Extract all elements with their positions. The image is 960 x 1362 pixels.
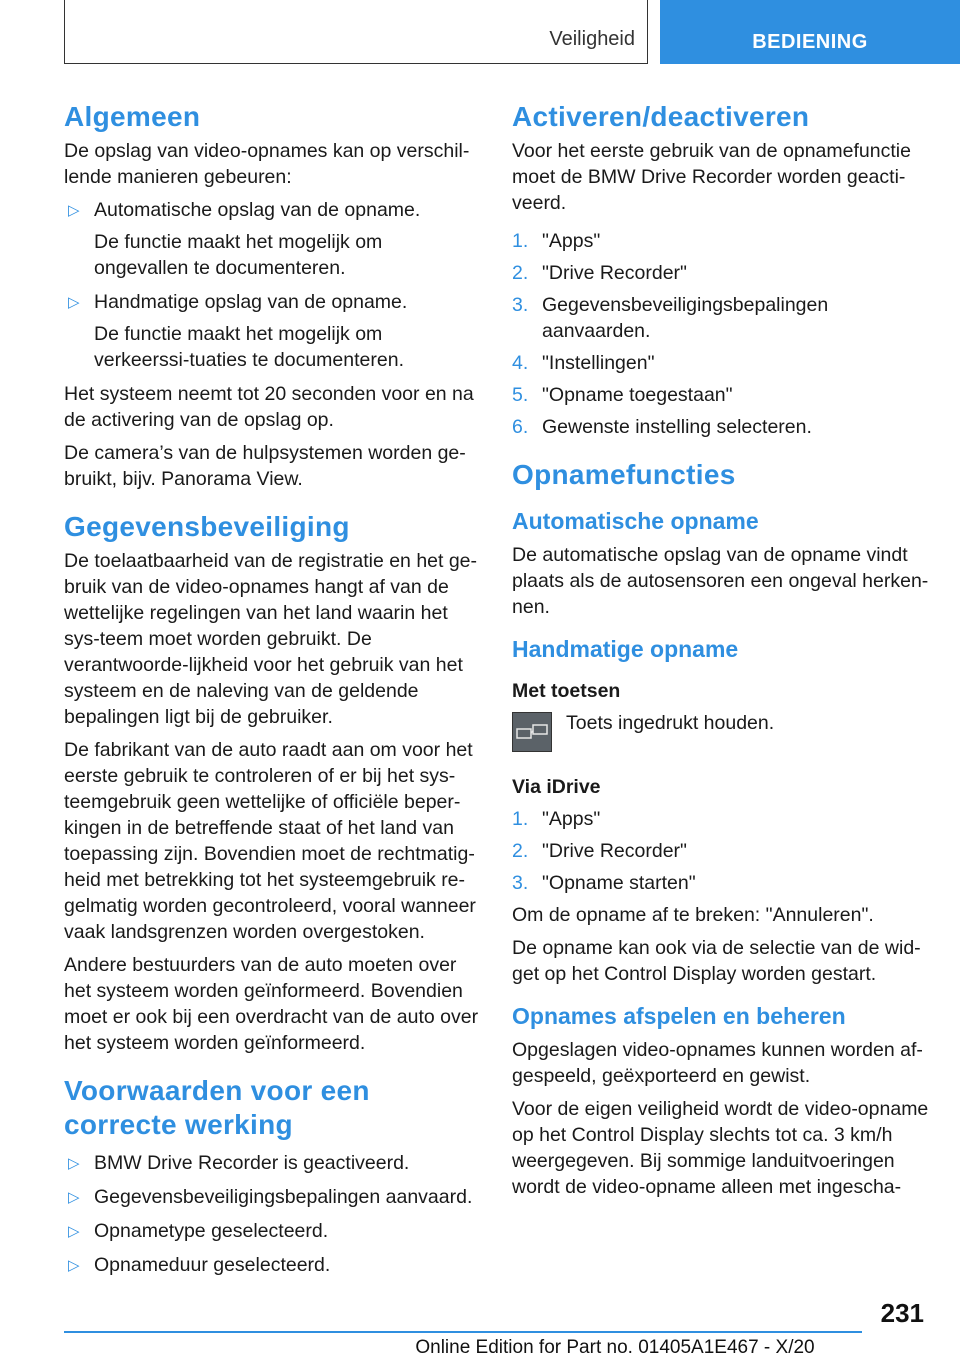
list-item [64, 1252, 479, 1278]
list-item [512, 350, 932, 376]
heading-activeren: Activeren/deactiveren [512, 101, 810, 132]
bullet-text: Opnametype geselecteerd. [94, 1220, 329, 1242]
chapter-tab[interactable] [660, 0, 960, 64]
footer-edition: Online Edition for Part no. 01405A1E467 - X/20 [415, 1337, 815, 1358]
footer-divider [64, 1331, 862, 1333]
list-item [512, 838, 932, 864]
bullet-text: Handmatige opslag van de opname. [94, 291, 408, 313]
step-text: "Apps" [542, 230, 601, 252]
subheading-met-toetsen: Met toetsen [512, 680, 621, 702]
algemeen-intro: De opslag van video-opnames kan op verschil-lende manieren gebeuren: [64, 140, 470, 188]
key-instruction-text: Toets ingedrukt houden. [566, 712, 775, 734]
automatisch-paragraph: De automatische opslag van de opname vindt plaats als de autosensoren een ongeval herken-nen. [512, 544, 929, 618]
section-label: Veiligheid [549, 28, 635, 50]
triangle-bullet-icon: ▷ [68, 1257, 80, 1274]
step-number: 1. [512, 808, 529, 830]
list-item [512, 260, 932, 286]
bullet-text: Gegevensbeveiligingsbepalingen aanvaard. [94, 1186, 473, 1208]
key-instruction [512, 710, 932, 752]
list-item [64, 1184, 479, 1210]
gegevens-paragraph-1: De toelaatbaarheid van de registratie en het ge-bruik van de video-opnames hangt af van de wettelijke regelingen van het land waarin het sys-teem moet worden gebruikt. De verantwoorde-lijkheid voor het gebruik van het systeem en de naleving van de geldende bepalingen ligt bij de gebruiker. [64, 550, 478, 728]
step-text: "Opname starten" [542, 872, 696, 894]
camera-record-icon [513, 713, 551, 751]
heading-automatische-opname: Automatische opname [512, 508, 759, 534]
triangle-bullet-icon: ▷ [68, 294, 80, 311]
handmatig-paragraph-1: Om de opname af te breken: "Annuleren". [512, 904, 874, 926]
right-column [512, 100, 932, 1207]
subheading-via-idrive: Via iDrive [512, 776, 601, 798]
algemeen-paragraph-2: De camera’s van de hulpsystemen worden ge-bruikt, bijv. Panorama View. [64, 442, 466, 490]
chapter-label: BEDIENING [752, 31, 868, 53]
activeren-steps [512, 228, 932, 440]
algemeen-paragraph-1: Het systeem neemt tot 20 seconden voor en na de activering van de opslag op. [64, 383, 474, 431]
step-text: "Opname toegestaan" [542, 384, 733, 406]
bullet-text: Opnameduur geselecteerd. [94, 1254, 331, 1276]
list-item [512, 382, 932, 408]
heading-voorwaarden: Voorwaarden voor een correcte werking [64, 1075, 370, 1140]
step-text: "Drive Recorder" [542, 840, 687, 862]
step-text: Gewenste instelling selecteren. [542, 416, 812, 438]
left-column [64, 100, 479, 1286]
list-item [512, 870, 932, 896]
handmatig-paragraph-2: De opname kan ook via de selectie van de wid-get op het Control Display worden gestart. [512, 937, 921, 985]
afspelen-paragraph-1: Opgeslagen video-opnames kunnen worden af-gespeeld, geëxporteerd en gewist. [512, 1039, 923, 1087]
step-number: 2. [512, 840, 529, 862]
step-number: 3. [512, 294, 529, 316]
bullet-subtext: De functie maakt het mogelijk om ongevallen te documenteren. [94, 231, 383, 279]
list-item [64, 1150, 479, 1176]
list-item [512, 228, 932, 254]
page-number: 231 [880, 1298, 924, 1328]
heading-opnames-afspelen: Opnames afspelen en beheren [512, 1003, 846, 1029]
step-number: 4. [512, 352, 529, 374]
step-text: Gegevensbeveiligingsbepalingen aanvaarden. [542, 294, 829, 342]
triangle-bullet-icon: ▷ [68, 202, 80, 219]
step-number: 5. [512, 384, 529, 406]
triangle-bullet-icon: ▷ [68, 1155, 80, 1172]
heading-gegevensbeveiliging: Gegevensbeveiliging [64, 511, 350, 542]
step-number: 2. [512, 262, 529, 284]
bullet-text: BMW Drive Recorder is geactiveerd. [94, 1152, 410, 1174]
triangle-bullet-icon: ▷ [68, 1223, 80, 1240]
list-item [512, 414, 932, 440]
bullet-text: Automatische opslag van de opname. [94, 199, 421, 221]
step-text: "Drive Recorder" [542, 262, 687, 284]
list-item [512, 806, 932, 832]
heading-algemeen: Algemeen [64, 101, 201, 132]
activeren-intro: Voor het eerste gebruik van de opnamefunctie moet de BMW Drive Recorder worden geacti-veerd. [512, 140, 911, 214]
list-item [512, 292, 932, 344]
triangle-bullet-icon: ▷ [68, 1189, 80, 1206]
heading-opnamefuncties: Opnamefuncties [512, 459, 736, 490]
list-item [64, 197, 479, 281]
idrive-steps [512, 806, 932, 896]
gegevens-paragraph-2: De fabrikant van de auto raadt aan om voor het eerste gebruik te controleren of er bij het sys-teemgebruik geen wettelijke of officiële beper-kingen in de betreffende staat of het land van toepassing zijn. Bovendien moet de rechtmatig-heid met betrekking tot het systeemgebruik re-gelmatig worden gecontroleerd, vooral wanneer vaak landsgrenzen worden overgestoken. [64, 739, 476, 943]
afspelen-paragraph-2: Voor de eigen veiligheid wordt de video-opname op het Control Display slechts tot ca. 3 km/h weergegeven. Bij sommige landuitvoeringen wordt de video-opname alleen met ingescha- [512, 1098, 929, 1198]
list-item [64, 289, 479, 373]
heading-handmatige-opname: Handmatige opname [512, 636, 739, 662]
step-text: "Apps" [542, 808, 601, 830]
list-item [64, 1218, 479, 1244]
gegevens-paragraph-3: Andere bestuurders van de auto moeten over het systeem worden geïnformeerd. Bovendien moet er ook bij een overdracht van de auto over het systeem worden geïnformeerd. [64, 954, 479, 1054]
step-number: 3. [512, 872, 529, 894]
bullet-subtext: De functie maakt het mogelijk om verkeerssi-tuaties te documenteren. [94, 323, 404, 371]
algemeen-bullets [64, 197, 479, 373]
step-number: 1. [512, 230, 529, 252]
step-text: "Instellingen" [542, 352, 655, 374]
voorwaarden-bullets [64, 1150, 479, 1278]
drive-recorder-button-icon [512, 712, 552, 752]
step-number: 6. [512, 416, 529, 438]
